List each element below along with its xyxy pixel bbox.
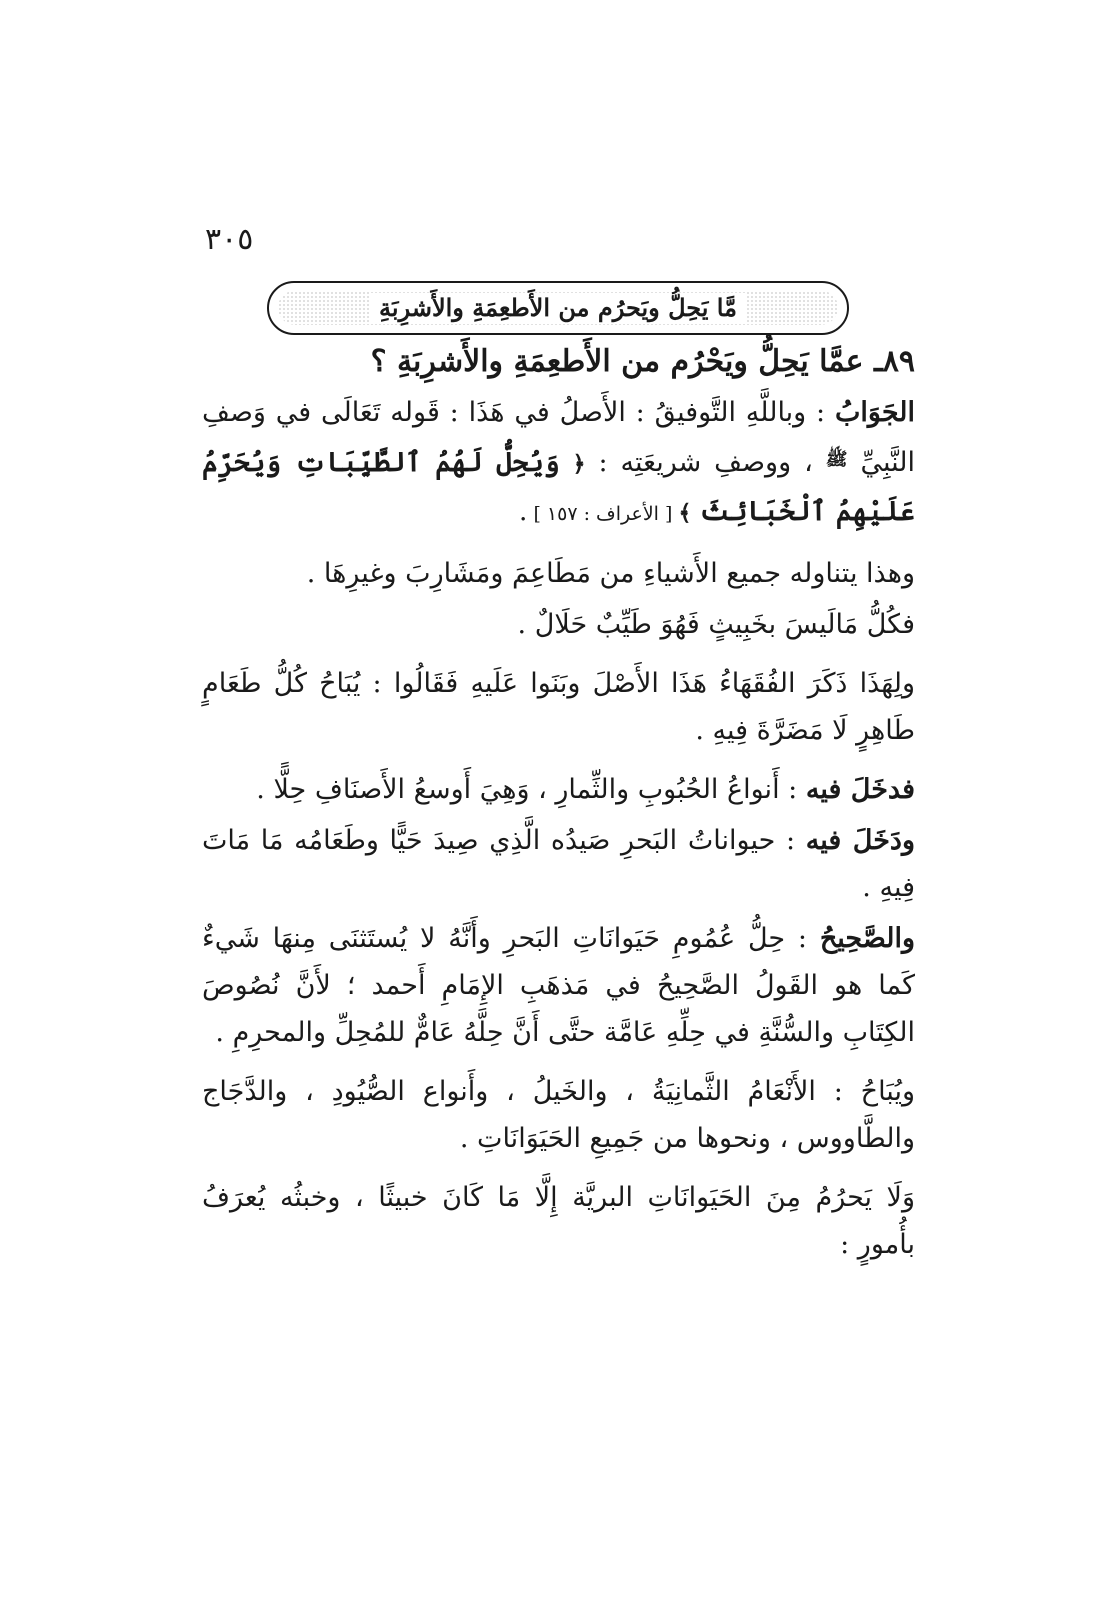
page-number: ٣٠٥: [205, 222, 254, 257]
answer-label: الجَوَابُ: [834, 397, 915, 428]
paragraph-7: ويُبَاحُ : الأَنْعَامُ الثَّمانِيَةُ ، والخَيلُ ، وأَنواع الصُّيُودِ ، والدَّجَاج والطَّاووس ، ونحوها من جَمِيعِ الحَيَوَانَاتِ .: [202, 1076, 915, 1154]
salawat-symbol: ﷺ: [825, 449, 848, 470]
answer-text: : وباللَّهِ التَّوفيقُ : الأَصلُ في هَذَا : قَوله تَعَالَى في وَصفِ النَّبِيِّ: [202, 397, 915, 478]
paragraph-4-lead: فدخَلَ فيه: [805, 774, 915, 805]
paragraph-5-lead: ودَخَلَ فيه: [805, 825, 915, 856]
quran-brace-open: ﴿: [572, 451, 586, 477]
chapter-title: مَّا يَحِلُّ ويَحرُم من الأَطعِمَةِ والأَشرِبَةِ: [369, 293, 747, 323]
paragraph-6-text: : حِلُّ عُمُومِ حَيَوانَاتِ البَحرِ وأَنَّهُ لا يُستَثنَى مِنهَا شَيءٌ كَما هو القَولُ الصَّحِيحُ في مَذهَبِ الإِمَامِ أَحمد ؛ لأَنَّ نُصُوصَ الكِتَابِ والسُّنَّةِ في حِلِّهِ عَامَّة حتَّى أَنَّ حِلَّهُ عَامٌّ للمُحِلِّ والمحرِمِ .: [202, 923, 915, 1048]
paragraph-4-text: : أَنواعُ الحُبُوبِ والثِّمارِ ، وَهِيَ أَوسعُ الأَصنَافِ حِلًّا .: [256, 774, 806, 805]
answer-text-middle: ، ووصفِ شريعَتِه :: [585, 447, 826, 478]
paragraph-4: [202, 766, 915, 813]
paragraph-3: ولِهَذَا ذَكَرَ الفُقَهَاءُ هَذَا الأَصْلَ وبَنَوا عَلَيهِ فَقَالُوا : يُبَاحُ كُلُّ طَعَامٍ طَاهِرٍ لَا مَضَرَّةَ فِيهِ .: [202, 668, 915, 746]
quran-verse: وَيُحِلُّ لَهُمُ ٱلطَّيِّبَاتِ وَيُحَرِّمُ عَلَيْهِمُ ٱلْخَبَائِثَ: [202, 447, 915, 527]
paragraph-1: وهذا يتناوله جميع الأَشياءِ من مَطَاعِمَ ومَشَارِبَ وغيرِهَا .: [306, 558, 915, 589]
verse-reference: [ الأعراف : ١٥٧ ]: [527, 503, 679, 525]
answer-paragraph: [202, 389, 915, 538]
page-body: [202, 338, 915, 1272]
paragraph-5-text: : حيواناتُ البَحرِ صَيدُه الَّذِي صِيدَ حَيًّا وطَعَامُه مَا مَاتَ فِيهِ .: [202, 825, 915, 903]
paragraph-6-lead: والصَّحِيحُ: [819, 923, 915, 954]
paragraph-5: [202, 817, 915, 911]
question-heading: ٨٩ـ عمَّا يَحِلُّ ويَحْرُم من الأَطعِمَةِ والأَشرِبَةِ ؟: [370, 344, 915, 379]
quran-brace-close: ﴾: [678, 500, 692, 526]
paragraph-8: وَلَا يَحرُمُ مِنَ الحَيَوانَاتِ البريَّة إِلَّا مَا كَانَ خبيثًا ، وخبثُه يُعرَفُ بأُمورٍ :: [202, 1182, 915, 1260]
chapter-title-pattern: [278, 291, 838, 325]
paragraph-6: [202, 915, 915, 1056]
answer-end: .: [518, 496, 528, 527]
chapter-title-banner: [267, 281, 849, 335]
paragraph-2: فكُلُّ مَالَيسَ بخَبِيثٍ فَهُوَ طَيِّبٌ حَلَالٌ .: [517, 609, 915, 640]
